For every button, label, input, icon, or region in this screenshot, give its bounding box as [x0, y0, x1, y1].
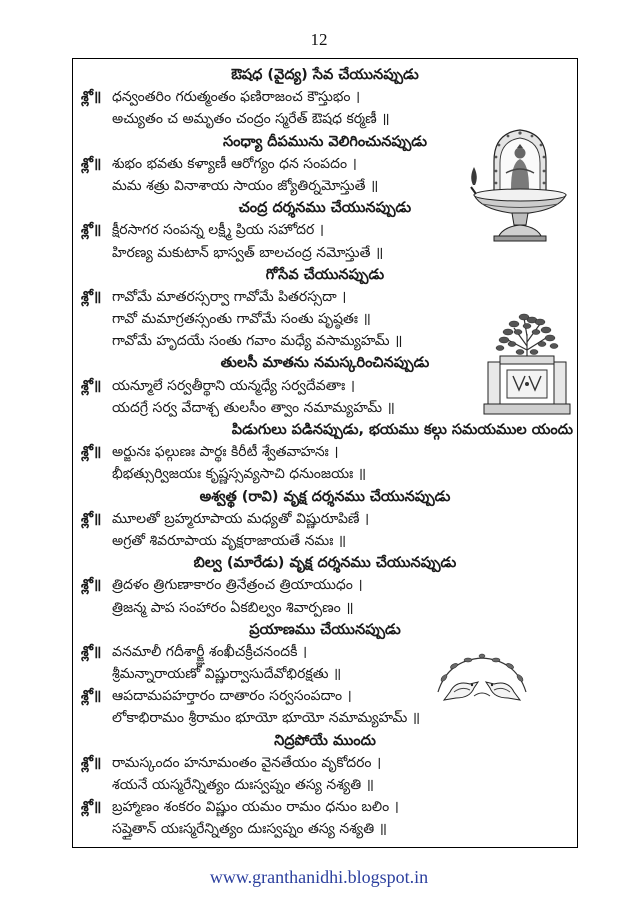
verse-line — [73, 707, 577, 729]
shloka-label: శ్లో॥ — [81, 688, 102, 705]
shloka-label: శ్లో॥ — [81, 754, 102, 771]
verse-text: వనమాలీ గదీశార్జ్ఞీ శంఖీచక్రీచనందకీ । — [112, 643, 308, 660]
verse-text: గావోమే మాతరస్సర్వా గావోమే పితరస్సదా । — [112, 288, 347, 305]
verse-text: బ్రహ్మాణం శంకరం విష్ణుం యమం రామం ధనుం బలిం । — [112, 799, 399, 816]
verse-text: త్రిజన్మ పాప సంహారం ఏకబిల్వం శివార్పణం ॥ — [112, 599, 354, 616]
section-heading: ఔషధ (వైద్య) సేవ చేయునప్పుడు — [231, 67, 419, 83]
shloka-label: శ్లో॥ — [81, 577, 102, 594]
birds-vine-icon — [430, 652, 534, 704]
section-heading: సంధ్యా దీపమును వెలిగించునప్పుడు — [222, 133, 428, 150]
verse-text: లోకాభిరామం శ్రీరామం భూయో భూయో నమామ్యహమ్ ॥ — [112, 710, 421, 727]
shloka-label: శ్లో॥ — [81, 510, 102, 527]
verse-line — [73, 530, 577, 552]
verse-text: క్షీరసాగర సంపన్న లక్ష్మీ ప్రియ సహోదర । — [112, 222, 325, 239]
footer-url[interactable]: www.granthanidhi.blogspot.in — [209, 867, 429, 887]
verse-text: భీభత్సుర్విజయః కృష్ణస్సవ్యసాచి ధనుంజయః ॥ — [112, 466, 367, 483]
shloka-label: శ్లో॥ — [81, 89, 102, 106]
verse-line — [73, 463, 577, 485]
verse-text: అర్జునః ఫల్గుణః పార్థః కిరీటీ శ్వేతవాహనః । — [112, 444, 339, 461]
section-heading: బిల్వ (మారేడు) వృక్ష దర్శనము చేయునప్పుడు — [193, 555, 457, 572]
verse-line — [73, 597, 577, 619]
verse-line — [73, 441, 577, 463]
shloka-label: శ్లో॥ — [81, 444, 102, 461]
verse-line — [73, 574, 577, 596]
verse-text: ఆపదామపహర్తారం దాతారం సర్వసంపదాం । — [112, 688, 352, 705]
shloka-label: శ్లో॥ — [81, 155, 102, 172]
verse-text: మమ శత్రు వినాశాయ సాయం జ్యోతిర్నమోస్తుతే ॥ — [112, 177, 379, 194]
shloka-label: శ్లో॥ — [81, 799, 102, 816]
verse-line — [73, 86, 577, 108]
shloka-label: శ్లో॥ — [81, 222, 102, 239]
tulasi-plant-icon — [480, 312, 574, 416]
oil-lamp-icon — [468, 127, 572, 243]
verse-text: రామస్కందం హనూమంతం వైనతేయం వృకోదరం । — [112, 754, 382, 771]
page-number: 12 — [310, 30, 328, 49]
section-heading: అశ్వత్థ (రావి) వృక్ష దర్శనము చేయునప్పుడు — [199, 488, 451, 505]
verse-text: ధన్వంతరిం గరుత్మంతం ఫణిరాజంచ కౌస్తుభం । — [112, 89, 361, 106]
verse-line — [73, 752, 577, 774]
verse-line — [73, 508, 577, 530]
shloka-label: శ్లో॥ — [81, 643, 102, 660]
verse-line — [73, 242, 577, 264]
verse-line — [73, 796, 577, 818]
verse-text: యదగ్రే సర్వ వేదాశ్చ తులసీం త్వాం నమామ్యహమ్ ॥ — [112, 399, 395, 416]
section-heading: చంద్ర దర్శనము చేయునప్పుడు — [238, 200, 412, 217]
verse-text: యన్మూలే సర్వతీర్థాని యన్మధ్యే సర్వదేవతాః । — [112, 377, 356, 394]
verse-text: శ్రీమన్నారాయణో విష్ణుర్వాసుదేవోభిరక్షతు ॥ — [112, 666, 342, 683]
verse-line — [73, 286, 577, 308]
verse-text: త్రిదళం త్రిగుణాకారం త్రినేత్రంచ త్రియాయుధం । — [112, 577, 363, 594]
verse-line — [73, 774, 577, 796]
verse-text: అచ్యుతం చ అమృతం చంద్రం స్మరేత్ ఔషధ కర్మణీ ॥ — [112, 111, 390, 128]
verse-text: శయనే యస్మరేన్నిత్యం దుఃస్వప్నం తస్య నశ్యతి ॥ — [112, 777, 374, 793]
verse-line — [73, 818, 577, 840]
section-heading: పిడుగులు పడినప్పుడు, భయము కల్గు సమయముల యందు — [231, 422, 573, 438]
section-heading: గోసేవ చేయునప్పుడు — [265, 266, 385, 283]
section-heading: తులసీ మాతను నమస్కరించినప్పుడు — [220, 355, 430, 372]
section-heading: ప్రయాణము చేయునప్పుడు — [249, 621, 401, 638]
verse-text: అగ్రతో శివరూపాయ వృక్షరాజాయతే నమః ॥ — [112, 532, 347, 549]
verse-text: గావో మమాగ్రతస్సంతు గావోమే సంతు పృష్ఠతః ॥ — [112, 311, 371, 328]
shloka-label: శ్లో॥ — [81, 377, 102, 394]
verse-text: సప్తైతాన్ యఃస్మరేన్నిత్యం దుఃస్వప్నం తస్య నశ్యతి ॥ — [112, 821, 387, 838]
verse-text: గావోమే హృదయే సంతు గవాం మధ్యే వసామ్యహమ్ ॥ — [112, 333, 403, 350]
section-heading: నిద్రపోయే ముందు — [274, 732, 376, 749]
verse-text: మూలతో బ్రహ్మరూపాయ మధ్యతో విష్ణురూపిణే । — [112, 510, 370, 527]
verse-text: హిరణ్య మకుటాన్ భాస్వత్ బాలచంద్ర నమోస్తుతే ॥ — [112, 244, 384, 261]
shloka-label: శ్లో॥ — [81, 288, 102, 305]
verse-text: శుభం భవతు కళ్యాణీ ఆరోగ్యం ధన సంపదం । — [112, 155, 357, 172]
